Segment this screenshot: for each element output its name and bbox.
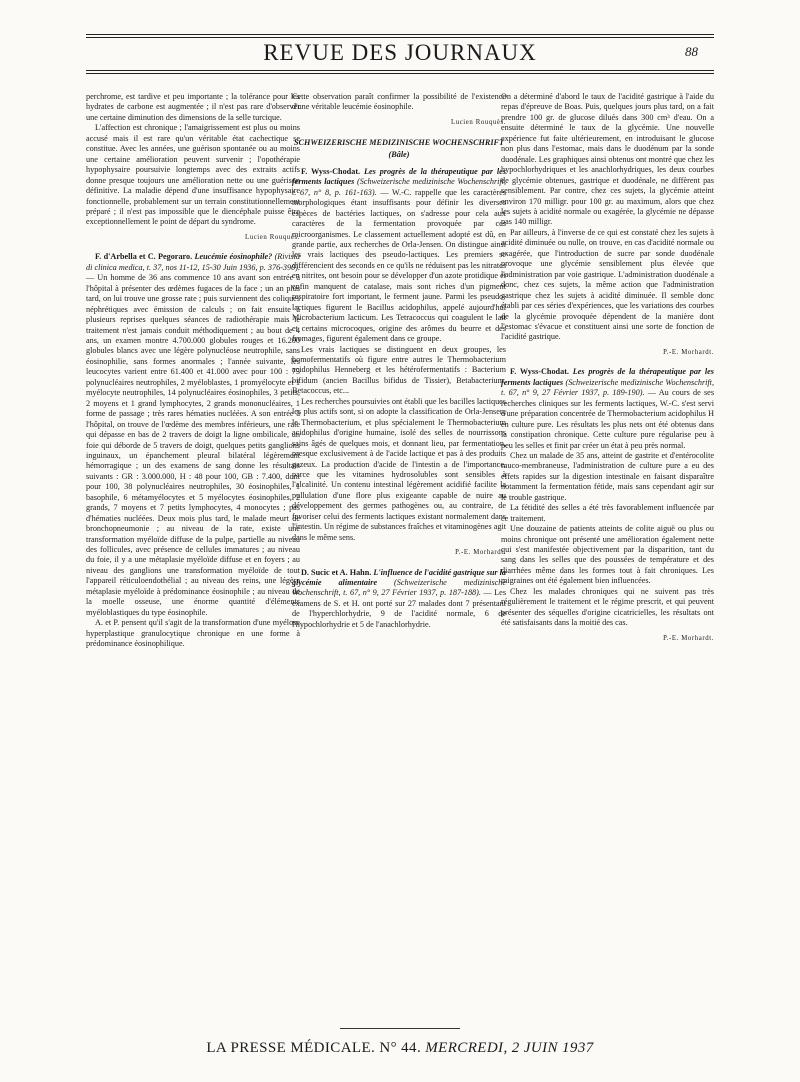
section-separator: [340, 1028, 460, 1029]
paragraph: L'affection est chronique ; l'amaigrissement est plus ou moins accusé mais il est rare qu'un véritable état cachectique se constitue. Avec les années, une guérison spontanée ou au moins une certaine amélioration peuvent survenir ; l'opothérapie hypophysaire poursuivie longtemps avec des extraits actifs donne presque toujours une amélioration nette ou une guérison définitive. La maladie dépend d'une insuffisance hypophysaire fonctionnelle, probablement sur un terrain constitutionnellement préparé ; il n'est pas impossible que le diencéphale puisse être exceptionnellement le point de départ du syndrome.: [86, 123, 300, 227]
column-1: [86, 92, 300, 650]
header-rule-bottom-double: [86, 73, 714, 74]
column-2: [292, 92, 506, 630]
article-sucic-hahn: [292, 568, 506, 631]
article-body: — W.-C. rappelle que les caractères morphologiques étant insuffisants pour définir les diverses espèces de bactéries lactiques, on s'adresse pour cela aux caractères de la fermentation provoquée par ces microorganismes. Le classement actuellement adopté est dû, en grande partie, aux recherches de Orla-Jensen. On distingue ainsi les vrais lactiques des pseudo-lactiques. Les premiers se différencient des seconds en ce qu'ils ne réduisent pas les nitrates en nitrites, ont besoin pour se développer d'un azote protidique et enfin manquent de catalase, mais sont riches d'un pigment respiratoire fort important, le ferment jaune. Parmi les pseudo-lactiques figurent le Bacillus acidophilus, appelé aujourd'hui Microbacterium lacticum. Les Tetracoccus qui coagulent le lait et certains microcoques, origine des arômes du beurre et des fromages, figurent également dans ce groupe.: [292, 187, 507, 344]
article-reference: (Rivista di clinica medica, t. 37, nos 11-12, 15-30 Juin 1936, p. 376-390).: [86, 252, 301, 272]
footer-date: MERCREDI, 2 JUIN 1937: [425, 1040, 594, 1056]
article-authors: D. Sucic et A. Hahn.: [301, 567, 372, 577]
signature: Lucien Rouquès.: [244, 233, 300, 241]
paragraph: perchrome, est tardive et peu importante ; la tolérance pour les hydrates de carbone est augmentée ; il n'est pas rare d'observer une certaine diminution des dimensions de la selle turcique.: [86, 92, 300, 122]
article-title: Les progrès de la thérapeutique par les ferments lactiques: [292, 166, 506, 187]
journal-heading: SCHWEIZERISCHE MEDIZINISCHE WOCHENSCHRIFT: [293, 138, 505, 148]
signature: P.-E. Morhardt.: [663, 348, 714, 356]
paragraph: Chez un malade de 35 ans, atteint de gastrite et d'entérocolite muco-membraneuse, l'administration de culture pure a eu des effets rapides sur la digestion intestinale en faisant disparaître notamment la fermentation fétide, mais sans cependant agir sur le trouble gastrique.: [501, 450, 714, 502]
article-body: — Les examens de S. et H. ont porté sur 27 malades dont 7 présentant de l'hyperchlorhydrie, 9 de l'acidité normale, 6 de l'hypochlorhydrie et 5 de l'anachlorhydrie.: [292, 588, 507, 629]
article-body: — Au cours de ses recherches cliniques sur les ferments lactiques, W.-C. s'est servi d'une préparation concentrée de Thermobacterium acidophilus H en culture pure. Les résultats les plus nets ont été obtenus dans la constipation chronique. Cette culture pure régularise peu à peu les selles et finit par créer un état à peu près normal.: [501, 388, 715, 450]
article-wyss-chodat-1: [292, 167, 506, 345]
paragraph: A. et P. pensent qu'il s'agit de la transformation d'une myélose hyperplastique granulocytique chronique en une forme à prédominance éosinophilique.: [86, 618, 300, 649]
paragraph: Les vrais lactiques se distinguent en deux groupes, les homofermentatifs où figure entre autres le Thermobacterium acidophilus Henneberg et les hétérofermentatifs : Bacterium bifidum (ancien Bacillus bifidus de Tissier), Betabacterium, Betacoccus, etc...: [292, 344, 506, 396]
column-3: [501, 92, 714, 653]
article-d-arbella: [86, 252, 300, 618]
article-authors: F. d'Arbella et C. Pegoraro.: [95, 252, 193, 262]
header-rule-bottom: [86, 70, 714, 71]
article-title: Les progrès de la thérapeutique par les ferments lactiques: [501, 367, 714, 387]
page-footer: [0, 1040, 800, 1057]
article-authors: F. Wyss-Chodat.: [301, 166, 361, 176]
paragraph: Cette observation paraît confirmer la possibilité de l'existence d'une véritable leucémie éosinophile.: [292, 92, 506, 112]
signature: P.-E. Morhardt.: [663, 634, 714, 642]
journal-city: (Bâle): [388, 150, 410, 160]
article-reference: (Schweizerische medizinische Wochenschrift, t. 67, n° 9, 27 Février 1937, p. 187-188).: [292, 578, 506, 598]
article-body: — Un homme de 36 ans commence 10 ans avant son entrée à l'hôpital à présenter des œdèmes fugaces de la face ; un an plus tard, on lui trouve une grosse rate ; puis surviennent des coliques néphrétiques avec émission de calculs ; on fait ensuite à plusieurs reprises quelques séances de radiothérapie mais le traitement n'est jamais conduit méthodiquement ; au bout de 4 ans, un examen montre 4.700.000 globules rouges et 16.200 globules blancs avec une légère polynucléose neutrophile, sans éosinophilie, sans formes anormales ; l'année suivante, les leucocytes varient entre 61.400 et 41.000 avec pour 100 : 73 polynucléaires neutrophiles, 2 myéloblastes, 1 promyélocyte et 1 myélocyte neutrophiles, 14 polynucléaires éosinophiles, 3 petits, 2 moyens et 1 grand lymphocytes, 2 grands mononucléaires, 1 forme de passage ; très rares hématies nucléées. A son entrée à l'hôpital, on trouve de l'œdème des membres inférieurs, une rate qui dépasse en bas de 2 travers de doigt la ligne ombilicale, un foie qui déborde de 5 travers de doigt, quelques petits ganglions inguinaux, un épanchement pleural bilatéral légèrement hémorragique ; un des examens de sang donne les résultats suivants : GR : 3.000.000, H : 48 pour 100, GB : 7.400, dont pour 100, 38 polynucléaires neutrophiles, 30 éosinophiles, 1 basophile, 6 métamyélocytes et 5 myélocytes éosinophiles, 2 grands, 7 moyens et 7 petits lymphocytes, 4 monocytes ; pas d'hématies nucléées. Deux mois plus tard, le malade meurt de bronchopneumonie ; au niveau de la rate, existe une transformation myéloïde diffuse de la pulpe, partielle au niveau des follicules, avec présence de cellules immatures ; au niveau du foie, il y a une métaplasie myéloïde diffuse et en foyers ; au niveau des ganglions une transformation myéloïde de tout l'appareil réticuloendothélial ; au niveau des reins, une légère métaplasie myéloïde à prédominance éosinophile ; au niveau de la moelle osseuse, une énorme quantité d'éléments myéloblastiques du type éosinophile.: [86, 273, 300, 617]
article-authors: F. Wyss-Chodat.: [510, 367, 569, 377]
section-title: REVUE DES JOURNAUX: [263, 40, 537, 65]
paragraph: On a déterminé d'abord le taux de l'acidité gastrique à l'aide du repas d'épreuve de Boas. Puis, quelques jours plus tard, on a fait prendre 100 gr. de glucose dilués dans 300 cm³ d'eau. On a ensuite déterminé le taux de la glycémie. Une nouvelle expérience fut faite ultérieurement, en introduisant le glucose non plus dans l'estomac, mais dans le duodénum par la sonde duodénale. Les graphiques ainsi obtenus ont montré que chez les hypochlorhydriques et les anachlorhydriques, les deux courbes de glycémie obtenues, gastrique et duodénale, ne diffèrent pas sensiblement. Par contre, chez ces sujets, la glycémie atteint environ 170 milligr. pour 100 gr. au maximum, alors que chez les sujets à acidité normale ou exagérée, la glycémie ne dépasse pas 140 milligr.: [501, 92, 714, 227]
signature: P.-E. Morhardt.: [455, 549, 506, 557]
article-wyss-chodat-2: [501, 367, 714, 451]
article-title: L'influence de l'acidité gastrique sur la glycémie alimentaire: [292, 567, 507, 588]
header-rule-top-double: [86, 37, 714, 38]
paragraph: Une douzaine de patients atteints de colite aiguë ou plus ou moins chronique ont présenté une amélioration également nette qui s'est manifestée objectivement par la disparition, tant du sang dans les selles que des poussées de température et des diarrhées même dans les formes tout à fait chroniques. Les migraines ont été également bien influencées.: [501, 524, 714, 586]
paragraph: Par ailleurs, à l'inverse de ce qui est constaté chez les sujets à acidité diminuée ou nulle, on trouve, en cas d'acidité normale ou exagérée, que l'introduction de sucre par sonde duodénale provoque une glycémie sensiblement plus élevée que l'administration par voie gastrique. L'administration duodénale a donc, chez ces sujets, la même action que l'administration gastrique chez les sujets à acidité diminuée. Il semble donc établi par ces séries d'expériences, que les variations des courbes de la glycémie provoquée dépendent de la manière dont l'estomac s'évacue et constituent ainsi une sorte de fonction de l'acidité gastrique.: [501, 227, 714, 342]
footer-issue: N° 44.: [379, 1040, 422, 1056]
footer-journal: LA PRESSE MÉDICALE.: [206, 1040, 376, 1056]
header-rule-top: [86, 34, 714, 35]
paragraph: La fétidité des selles a été très favorablement influencée par ce traitement.: [501, 503, 714, 523]
article-title: Leucémie éosinophile?: [194, 252, 273, 262]
article-reference: (Schweizerische medizinische Wochenschrift, t. 67, n° 8, p. 161-163).: [292, 177, 506, 197]
article-reference: (Schweizerische medizinische Wochenschrift, t. 67, n° 9, 27 Février 1937, p. 189-190).: [501, 377, 714, 398]
paragraph: Chez les malades chroniques qui ne suivent pas très régulièrement le traitement et le régime prescrit, et qui peuvent présenter des séquelles d'origine cicatricielles, les résultats ont été satisfaisants dans la moitié des cas.: [501, 586, 714, 628]
page-number: 88: [685, 44, 698, 59]
signature: Lucien Rouquès.: [450, 118, 506, 126]
paragraph: Les recherches poursuivies ont établi que les bacilles lactiques les plus actifs sont, si on adopte la classification de Orla-Jensen, le Thermobacterium, et plus spécialement le Thermobacterium acidophilus d'origine humaine, isolé des selles de nourrissons sains âgés de quelques mois, et donnant lieu, par fermentation, presque exclusivement à de l'acide lactique et pas à des produits gazeux. La production d'acide de l'intestin a de l'importance, parce que les vitamines hydrosolubles sont sensibles à l'alcalinité. Un contenu intestinal légèrement acidifié facilite la pullulation d'une flore plus exigeante capable de nuire au développement des germes pathogènes ou, au contraire, de favoriser celui des ferments lactiques existant normalement dans l'intestin. Un régime de substances fraîches et vitaminogènes agit dans le même sens.: [292, 396, 506, 542]
